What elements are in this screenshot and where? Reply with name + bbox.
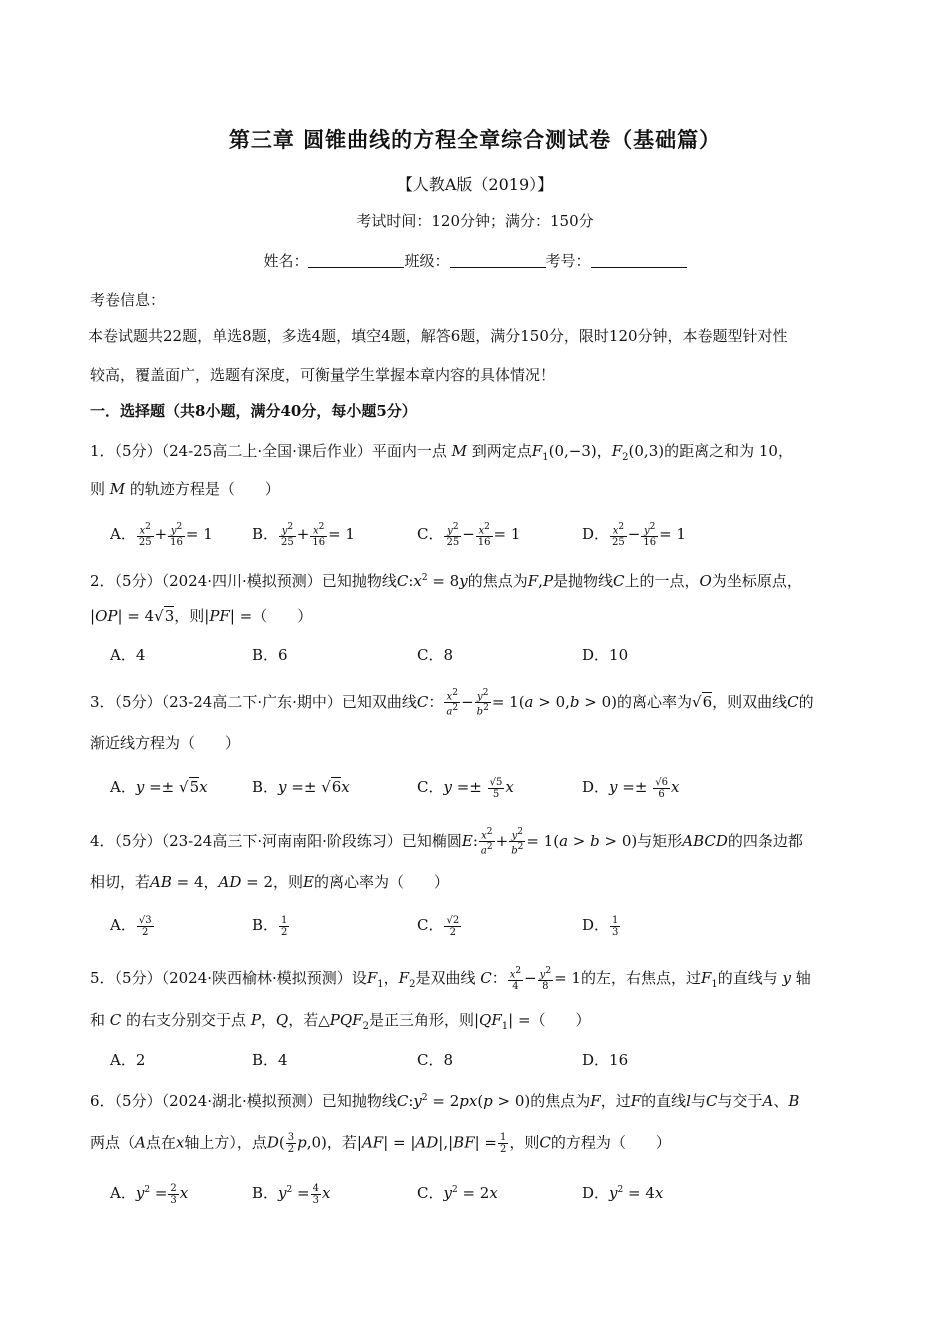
question-6-options: [110, 1182, 810, 1206]
question-4: 4．（5分）（23-24高三下·河南南阳·阶段练习）已知椭圆E: $\frac{x^2}{a^2}$ + $\frac{y^2}{b^2}$ = 1(a > b > 0)与矩形ABCD的四条边都: [90, 827, 803, 857]
section-title: 一．选择题（共8小题，满分40分，每小题5分）: [90, 402, 417, 420]
option-d[interactable]: D．y =± $\frac{√6}{6}$ x: [582, 776, 680, 800]
option-b[interactable]: B．$y^2$ = $\frac{4}{3}$ x: [252, 1182, 331, 1206]
question-4-line2: 相切，若AB = 4，AD = 2，则E的离心率为（ ）: [90, 873, 450, 891]
option-a[interactable]: A． $\frac{x^2}{25}$ + $\frac{y^2}{16}$ = 1: [110, 522, 213, 549]
question-1-line2: 则 M 的轨迹方程是（ ）: [90, 480, 280, 498]
option-c[interactable]: C．$y^2 = 2x$: [417, 1184, 498, 1202]
option-b[interactable]: B．y =± √6x: [252, 778, 350, 796]
option-d[interactable]: D． $\frac{x^2}{25}$ − $\frac{y^2}{16}$ = 1: [582, 522, 686, 549]
student-fields: [0, 250, 950, 271]
paper-info-line1: 本卷试题共22题，单选8题，多选4题，填空4题，解答6题，满分150分，限时120分钟，本卷题型针对性: [88, 327, 788, 345]
question-4-options: [110, 914, 810, 938]
option-b[interactable]: B．6: [252, 646, 288, 664]
option-c[interactable]: C． $\frac{y^2}{25}$ − $\frac{x^2}{16}$ = 1: [417, 522, 521, 549]
option-a[interactable]: A． $\frac{√3}{2}$: [110, 914, 152, 938]
edition-label: 【人教A版（2019）】: [396, 175, 554, 194]
option-b[interactable]: B． $\frac{y^2}{25}$ + $\frac{x^2}{16}$ = 1: [252, 522, 355, 549]
option-d[interactable]: D． $\frac{1}{3}$: [582, 914, 619, 938]
question-2-options: [110, 644, 810, 668]
option-d[interactable]: D．$y^2 = 4x$: [582, 1184, 664, 1202]
question-3-line2: 渐近线方程为（ ）: [90, 734, 241, 752]
exam-title: 第三章 圆锥曲线的方程全章综合测试卷（基础篇）: [228, 127, 722, 152]
option-a[interactable]: A．$y^2$ = $\frac{2}{3}$ x: [110, 1182, 189, 1206]
option-d[interactable]: D．10: [582, 646, 629, 664]
class-label: 班级：: [404, 252, 450, 270]
name-blank[interactable]: [308, 253, 404, 268]
option-c[interactable]: C．8: [417, 1051, 454, 1069]
option-c[interactable]: C． $\frac{√2}{2}$: [417, 914, 460, 938]
question-6-line2: 两点（A点在x轴上方），点D( $\frac{3}{2}$ p,0)，若|AF| = |AD|,|BF| = $\frac{1}{2}$ ，则C的方程为（ ）: [90, 1132, 671, 1155]
question-3: 3．（5分）（23-24高二下·广东·期中）已知双曲线C： $\frac{x^2}{a^2}$ − $\frac{y^2}{b^2}$ = 1(a > 0,b > 0)的离心率为√6，则双曲线C的: [90, 688, 814, 718]
class-blank[interactable]: [450, 253, 546, 268]
option-c[interactable]: C．8: [417, 646, 454, 664]
id-blank[interactable]: [591, 253, 687, 268]
question-2-line2: |OP| = 4√3，则|PF| =（ ）: [90, 607, 313, 625]
option-a[interactable]: A．y =± √5x: [110, 778, 208, 796]
name-label: 姓名：: [263, 252, 309, 270]
question-5: 5．（5分）（2024·陕西榆林·模拟预测）设$F_1$，$F_2$是双曲线 C： $\frac{x^2}{4}$ − $\frac{y^2}{8}$ = 1的左，右焦点，过$F_1$的直线与 y 轴: [90, 966, 811, 993]
question-5-options: [110, 1049, 810, 1073]
paper-info-heading: 考卷信息：: [90, 291, 166, 309]
question-3-options: [110, 776, 810, 800]
question-2: 2．（5分）（2024·四川·模拟预测）已知抛物线$C:x^2 = 8y$的焦点为F,P是抛物线C上的一点，O为坐标原点，: [90, 572, 802, 590]
question-1-options: [110, 522, 810, 549]
question-6: 6．（5分）（2024·湖北·模拟预测）已知抛物线$C:y^2 = 2px(p > 0)$的焦点为F，过F的直线l与C与交于A、B: [90, 1092, 800, 1110]
id-label: 考号：: [545, 252, 591, 270]
option-d[interactable]: D．16: [582, 1051, 629, 1069]
question-1: 1．（5分）（24-25高二上·全国·课后作业）平面内一点 M 到两定点$F_1(0,-3)$，$F_2(0,3)$的距离之和为 10，: [90, 442, 793, 463]
option-c[interactable]: C．y =± $\frac{√5}{5}$ x: [417, 776, 514, 800]
option-b[interactable]: B． $\frac{1}{2}$: [252, 914, 288, 938]
question-5-line2: 和 C 的右支分别交于点 P，Q，若$\triangle PQF_2$是正三角形，则$|QF_1|$ =（ ）: [90, 1011, 591, 1032]
exam-time-score: 考试时间：120分钟；满分：150分: [356, 212, 594, 230]
option-a[interactable]: A．2: [110, 1051, 146, 1069]
option-a[interactable]: A．4: [110, 646, 146, 664]
option-b[interactable]: B．4: [252, 1051, 288, 1069]
paper-info-line2: 较高，覆盖面广，选题有深度，可衡量学生掌握本章内容的具体情况！: [90, 366, 556, 384]
